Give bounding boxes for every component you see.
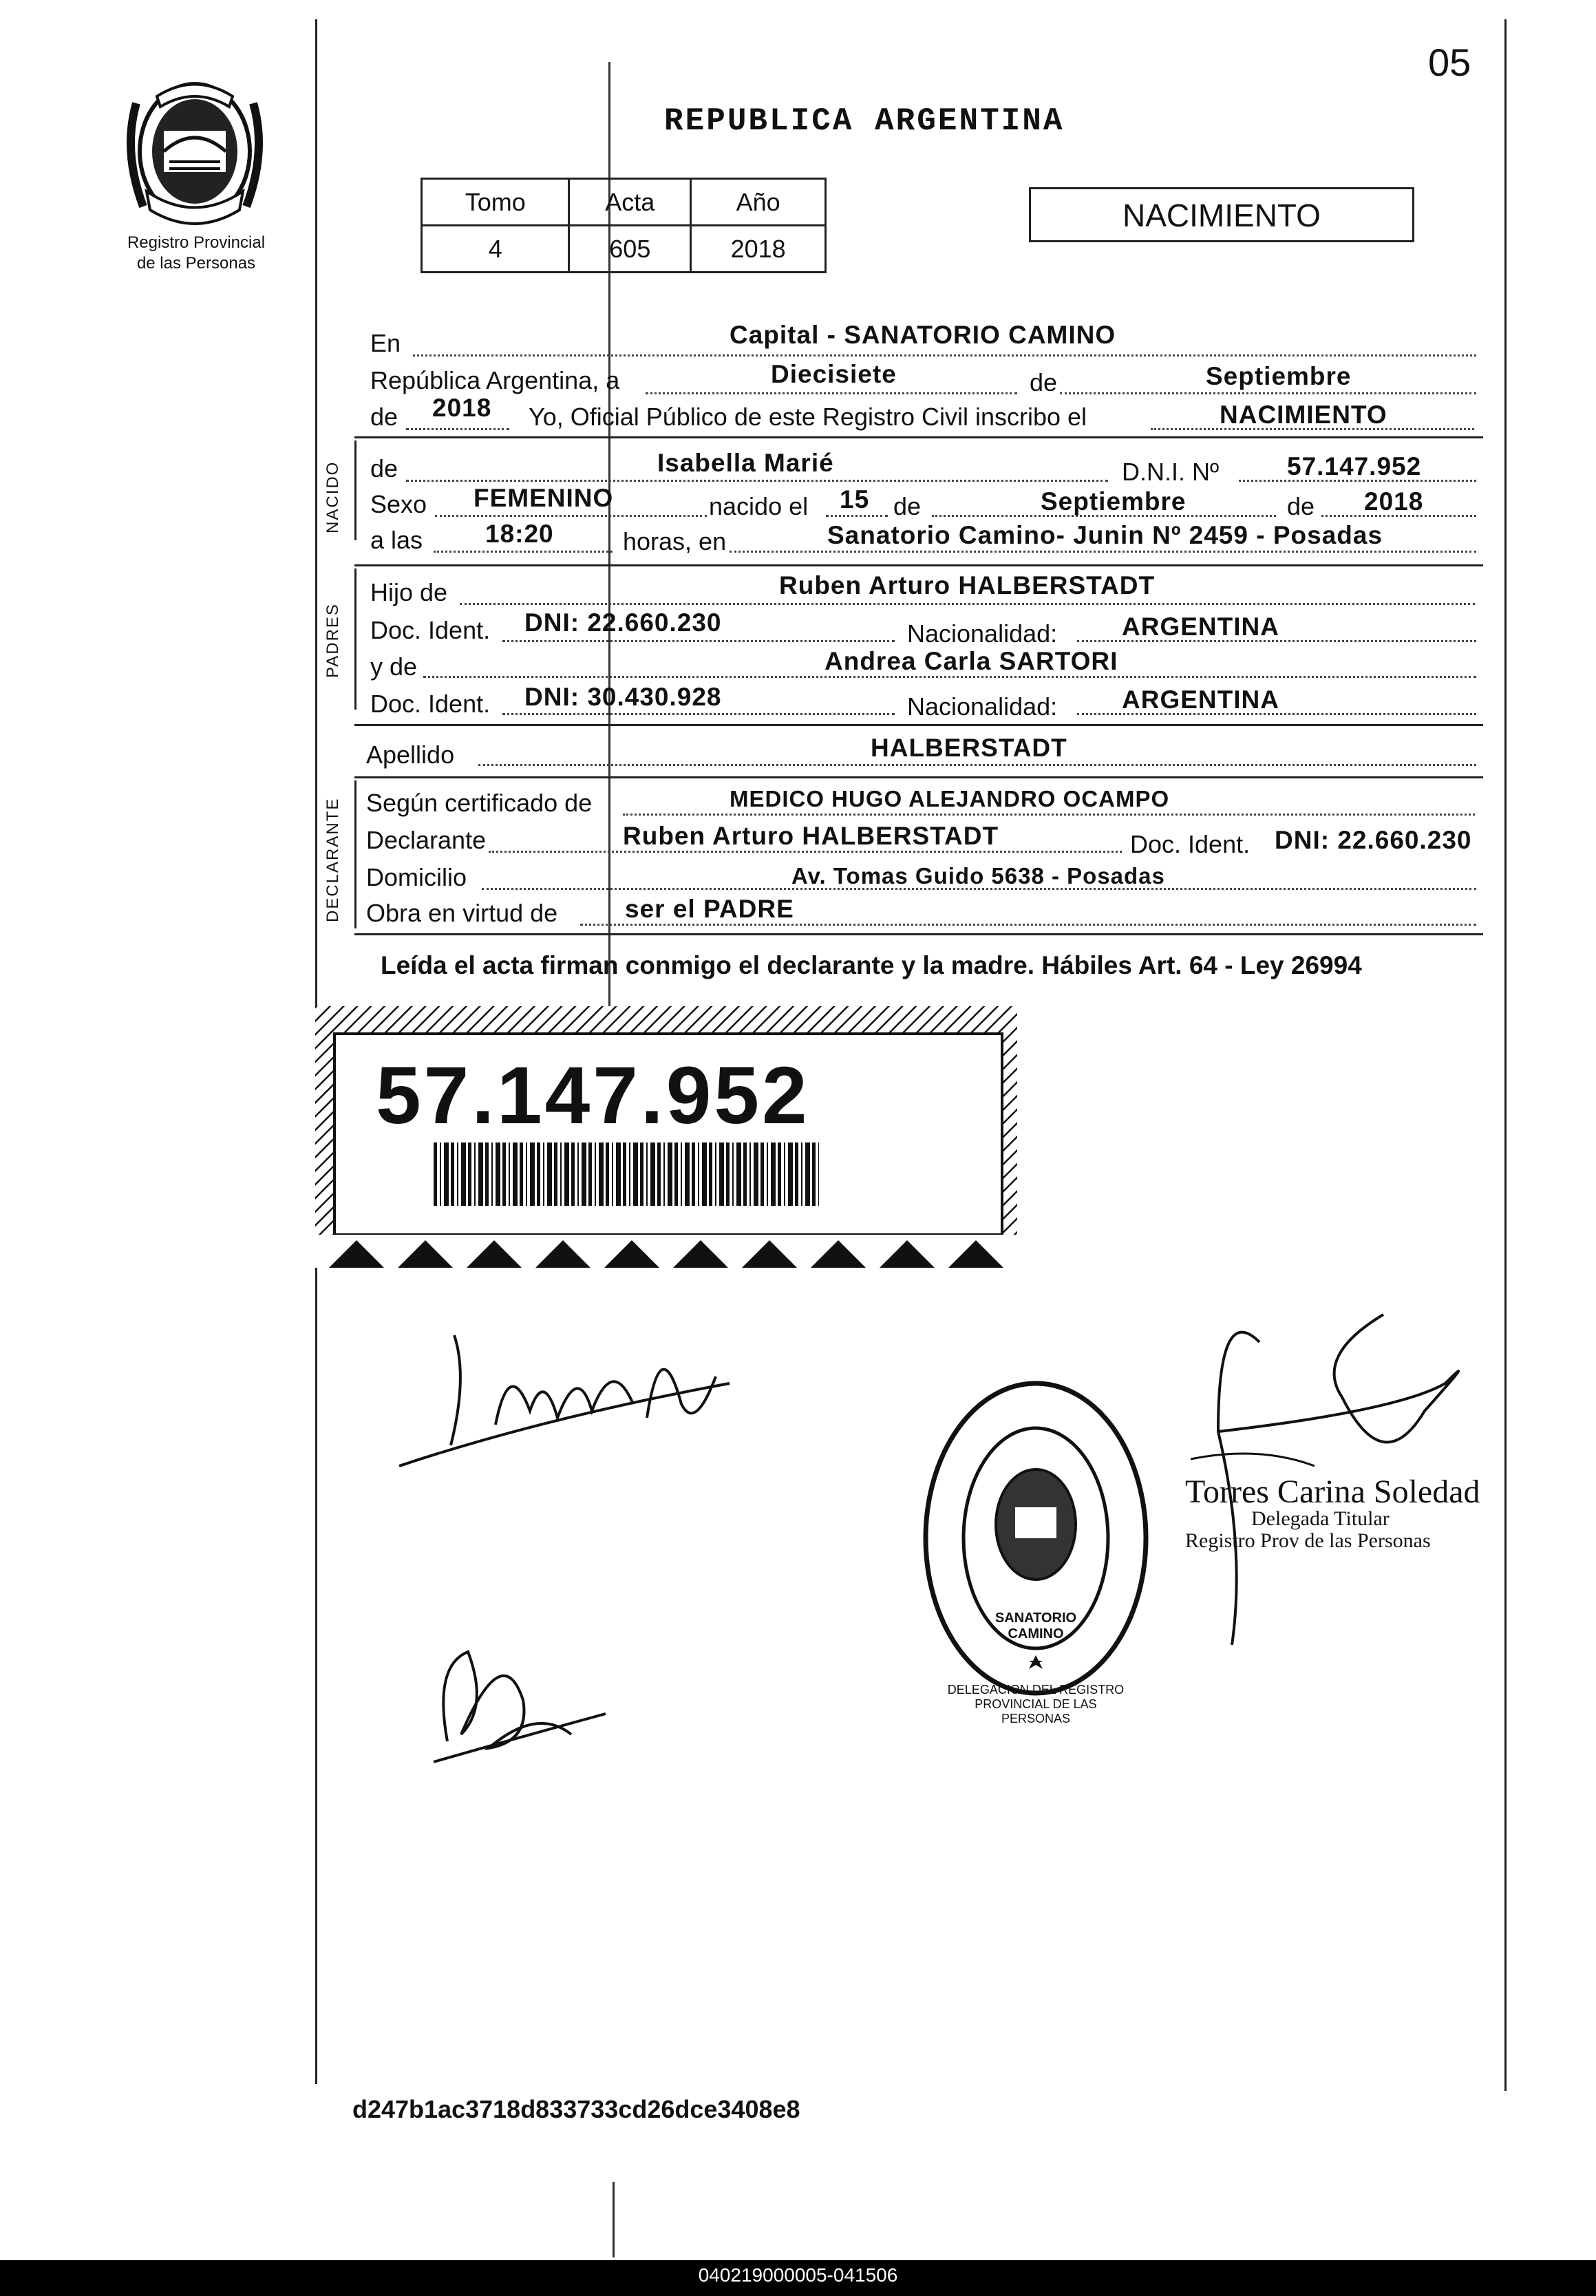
apellido-value: HALBERSTADT — [871, 734, 1067, 762]
de2-label: de — [370, 403, 398, 431]
logo-caption — [96, 233, 296, 274]
barcode — [434, 1142, 819, 1206]
official-role: Delegada Titular — [1251, 1507, 1390, 1530]
dotted-line — [413, 354, 1476, 357]
official-office: Registro Prov de las Personas — [1185, 1529, 1431, 1552]
nacido-de-label: de — [370, 454, 398, 482]
birth-time: 18:20 — [485, 520, 554, 548]
dotted-line — [730, 551, 1476, 553]
right-margin-line — [1504, 19, 1507, 2091]
official-stamp — [912, 1366, 1160, 1710]
dotted-line — [434, 551, 613, 553]
sexo-label: Sexo — [370, 490, 427, 518]
intro-statement: Yo, Oficial Público de este Registro Civil inscribo el — [529, 403, 1087, 431]
page-number: 05 — [1428, 41, 1471, 84]
dotted-line — [580, 924, 1476, 926]
birth-place: Sanatorio Camino- Junin Nº 2459 - Posadas — [827, 521, 1383, 549]
dotted-line — [478, 764, 1476, 766]
birth-year: 2018 — [1364, 487, 1424, 515]
section-divider — [354, 724, 1483, 726]
dotted-line — [489, 851, 1122, 853]
child-dni: 57.147.952 — [1287, 452, 1422, 480]
province-seal — [116, 76, 274, 227]
declarante-value: Ruben Arturo HALBERSTADT — [623, 822, 999, 850]
fold-line-lower — [613, 2182, 615, 2257]
domicilio-value: Av. Tomas Guido 5638 - Posadas — [791, 863, 1165, 889]
father-doc-label: Doc. Ident. — [370, 616, 491, 644]
horas-label: horas, en — [623, 527, 727, 555]
dotted-line — [423, 676, 1476, 678]
declarante-section-label: DECLARANTE — [323, 797, 342, 922]
dotted-line — [435, 515, 707, 517]
en-label: En — [370, 329, 401, 357]
birth-month: Septiembre — [1041, 487, 1187, 515]
official-signature — [1177, 1273, 1480, 1659]
a-las-label: a las — [370, 526, 423, 554]
father-nationality: ARGENTINA — [1122, 613, 1279, 641]
obra-value: ser el PADRE — [625, 895, 794, 923]
dni-sticker — [315, 1006, 1017, 1268]
tomo-header: Tomo — [422, 179, 569, 226]
mother-name: Andrea Carla SARTORI — [824, 647, 1118, 675]
ano-header: Año — [691, 179, 826, 226]
declarante-label: Declarante — [366, 826, 487, 854]
acta-header: Acta — [569, 179, 691, 226]
republica-label: República Argentina, a — [370, 366, 620, 394]
logo-caption-line2: de las Personas — [136, 254, 256, 273]
dotted-line — [646, 392, 1017, 394]
record-type-label: NACIMIENTO — [1122, 198, 1321, 233]
dotted-line — [826, 515, 888, 517]
tomo-value: 4 — [422, 226, 569, 273]
nacido-section-label: NACIDO — [323, 460, 342, 533]
record-type-box — [1029, 187, 1414, 242]
dotted-line — [406, 480, 1108, 482]
ano-value: 2018 — [691, 226, 826, 273]
document-hash: d247b1ac3718d833733cd26dce3408e8 — [352, 2095, 800, 2123]
year-value: 2018 — [432, 394, 492, 422]
mother-doc: DNI: 30.430.928 — [524, 683, 722, 711]
dni-sticker-number: 57.147.952 — [376, 1050, 810, 1141]
father-doc: DNI: 22.660.230 — [524, 608, 722, 637]
mother-nationality: ARGENTINA — [1122, 685, 1279, 714]
cert-label: Según certificado de — [366, 789, 593, 817]
child-name: Isabella Marié — [657, 449, 834, 477]
day-value: Diecisiete — [771, 360, 897, 388]
de-label-2: de — [893, 492, 922, 520]
obra-label: Obra en virtud de — [366, 899, 558, 927]
padres-bar — [354, 568, 357, 710]
stamp-inner-text-value: SANATORIO CAMINO — [994, 1611, 1077, 1641]
mother-doc-label: Doc. Ident. — [370, 690, 491, 718]
record-table — [421, 178, 827, 273]
mother-signature — [427, 1624, 619, 1769]
declarante-bar — [354, 780, 357, 928]
birth-day: 15 — [840, 485, 870, 513]
declarante-doc: DNI: 22.660.230 — [1275, 826, 1472, 854]
section-divider — [354, 564, 1483, 566]
en-value: Capital - SANATORIO CAMINO — [730, 321, 1116, 349]
dotted-line — [460, 603, 1475, 605]
nacido-bar — [354, 440, 357, 540]
type-value: NACIMIENTO — [1220, 401, 1387, 429]
father-nat-label: Nacionalidad: — [907, 619, 1058, 648]
cert-value: MEDICO HUGO ALEJANDRO OCAMPO — [730, 786, 1170, 811]
y-de-label: y de — [370, 652, 418, 681]
father-name: Ruben Arturo HALBERSTADT — [779, 571, 1156, 599]
sexo-value: FEMENINO — [474, 484, 614, 512]
document-title: REPUBLICA ARGENTINA — [664, 103, 1065, 139]
acta-value: 605 — [569, 226, 691, 273]
section-divider — [354, 436, 1483, 438]
de-label: de — [1030, 368, 1058, 396]
padres-section-label: PADRES — [323, 603, 342, 678]
section-divider — [354, 776, 1483, 778]
dni-label: D.N.I. Nº — [1122, 458, 1220, 486]
dotted-line — [502, 640, 895, 642]
official-name: Torres Carina Soledad — [1185, 1474, 1480, 1510]
stamp-inner-text — [977, 1611, 1094, 1642]
section-divider — [354, 933, 1483, 935]
stamp-ring-text-value: DELEGACION DEL REGISTRO PROVINCIAL DE LAS PERSONAS — [947, 1683, 1125, 1725]
month-value: Septiembre — [1206, 362, 1352, 390]
footer-code: 040219000005-041506 — [698, 2264, 898, 2286]
logo-caption-line1: Registro Provincial — [127, 233, 266, 252]
de-label-3: de — [1287, 492, 1315, 520]
dotted-line — [1060, 392, 1476, 394]
apellido-label: Apellido — [366, 741, 455, 769]
mother-nat-label: Nacionalidad: — [907, 692, 1058, 721]
declarante-doc-label: Doc. Ident. — [1130, 830, 1251, 858]
stamp-ring-text — [939, 1683, 1132, 1726]
dotted-line — [406, 428, 509, 430]
declarant-signature — [372, 1315, 757, 1480]
closing-note: Leída el acta firman conmigo el declarante y la madre. Hábiles Art. 64 - Ley 26994 — [381, 951, 1362, 979]
dotted-line — [623, 814, 1475, 816]
dotted-line — [502, 713, 895, 715]
hijo-de-label: Hijo de — [370, 578, 448, 606]
domicilio-label: Domicilio — [366, 863, 467, 891]
nacido-el-label: nacido el — [709, 492, 809, 520]
